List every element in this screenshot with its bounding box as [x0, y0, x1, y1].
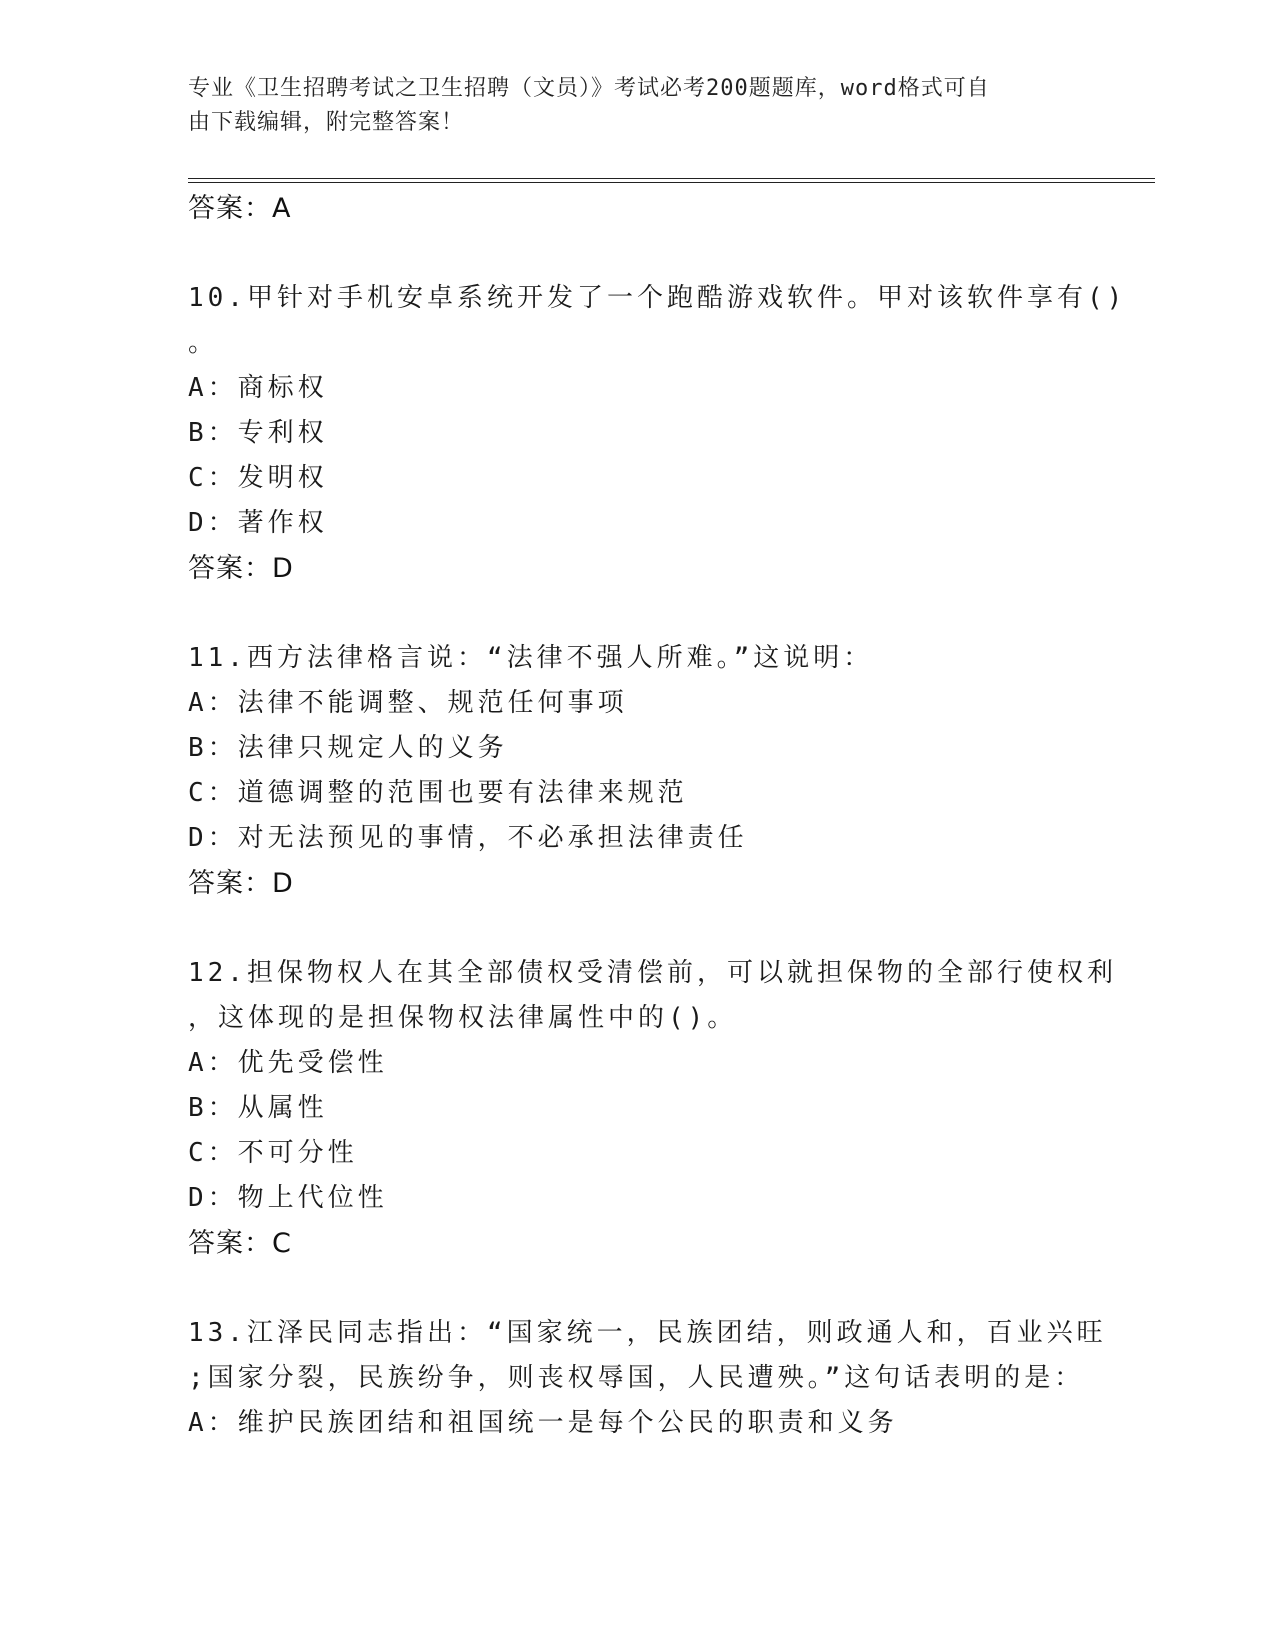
option-a: A：维护民族团结和祖国统一是每个公民的职责和义务 — [188, 1408, 898, 1438]
option-a: A：商标权 — [188, 373, 328, 403]
option-c: C：发明权 — [188, 463, 328, 493]
option-d: D：对无法预见的事情，不必承担法律责任 — [188, 823, 748, 853]
question-stem: 12.担保物权人在其全部债权受清偿前，可以就担保物的全部行使权利 — [188, 958, 1117, 988]
header-line-1: 专业《卫生招聘考试之卫生招聘（文员）》考试必考200题题库，word格式可自 — [188, 76, 990, 101]
header-line-2: 由下载编辑，附完整答案！ — [188, 110, 465, 135]
spacer — [188, 591, 1088, 636]
spacer — [188, 1266, 1088, 1311]
question-10 — [188, 276, 1127, 591]
question-list — [188, 186, 1127, 1446]
option-c: C：道德调整的范围也要有法律来规范 — [188, 778, 688, 808]
question-11 — [188, 636, 1088, 906]
previous-answer: 答案：A — [188, 193, 292, 224]
option-a: A：法律不能调整、规范任何事项 — [188, 688, 628, 718]
answer: 答案：D — [188, 553, 294, 584]
question-stem: 。 — [188, 328, 219, 358]
answer: 答案：C — [188, 1228, 292, 1259]
answer: 答案：D — [188, 868, 294, 899]
spacer — [188, 906, 1088, 951]
option-d: D：著作权 — [188, 508, 328, 538]
option-d: D：物上代位性 — [188, 1183, 388, 1213]
question-stem: 11.西方法律格言说：“法律不强人所难。”这说明： — [188, 643, 874, 673]
spacer — [188, 231, 1088, 276]
question-12 — [188, 951, 1117, 1266]
question-stem: 10.甲针对手机安卓系统开发了一个跑酷游戏软件。甲对该软件享有() — [188, 283, 1127, 313]
question-stem: 13.江泽民同志指出：“国家统一，民族团结，则政通人和，百业兴旺 — [188, 1318, 1107, 1348]
header-divider-bottom — [188, 182, 1155, 183]
document-header — [188, 72, 1068, 140]
option-b: B：法律只规定人的义务 — [188, 733, 508, 763]
option-c: C：不可分性 — [188, 1138, 358, 1168]
question-stem: ;国家分裂，民族纷争，则丧权辱国，人民遭殃。”这句话表明的是： — [188, 1363, 1085, 1393]
option-b: B：专利权 — [188, 418, 328, 448]
header-divider-top — [188, 178, 1155, 179]
option-a: A：优先受偿性 — [188, 1048, 388, 1078]
option-b: B：从属性 — [188, 1093, 328, 1123]
question-13 — [188, 1311, 1107, 1446]
question-stem: ，这体现的是担保物权法律属性中的()。 — [188, 1003, 738, 1033]
